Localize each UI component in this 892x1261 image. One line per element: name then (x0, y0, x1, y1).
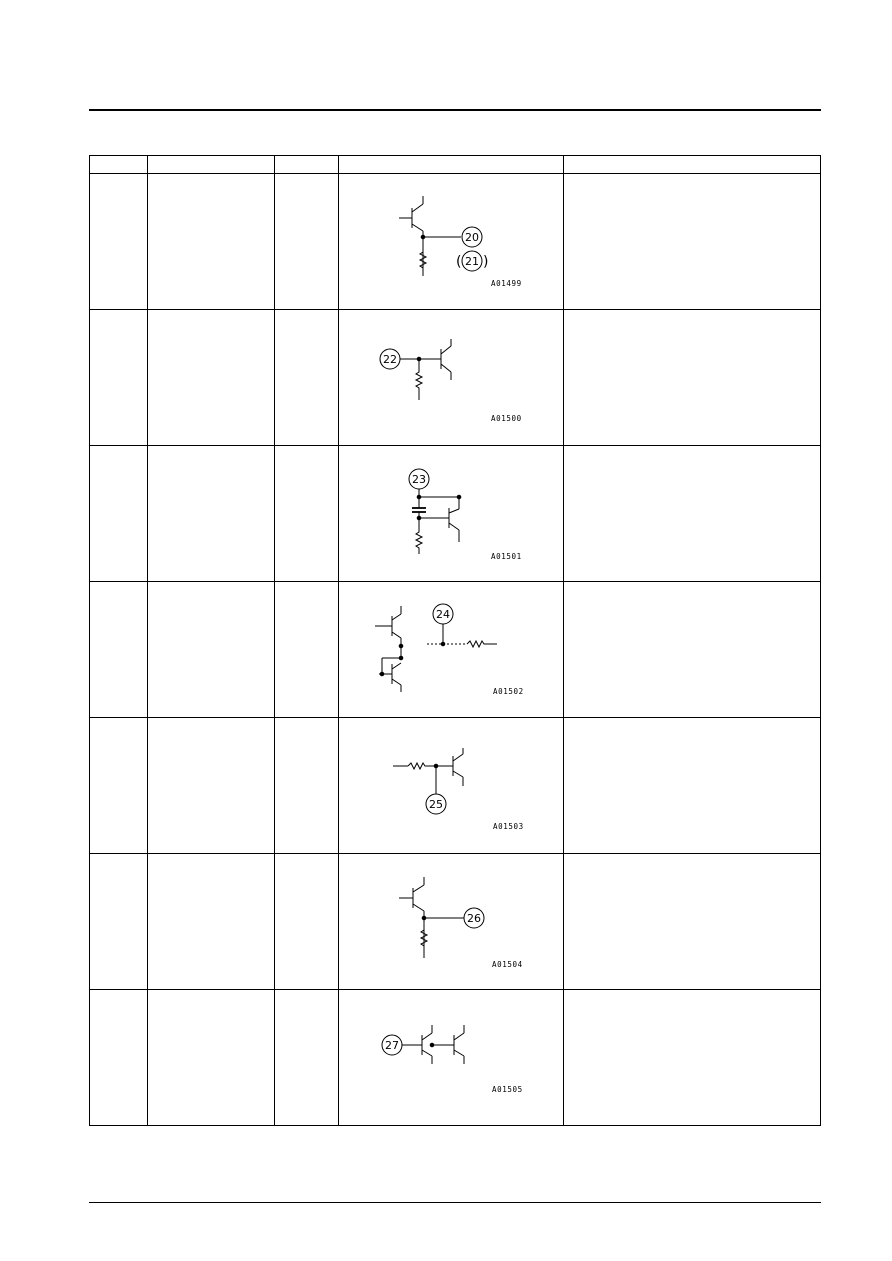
pin-number: 23 (412, 473, 426, 486)
paren-open: ( (456, 254, 462, 270)
table-row (90, 446, 821, 582)
table-header-row (90, 156, 821, 174)
pin-cell (90, 854, 148, 990)
dc-cell (275, 718, 339, 854)
pin-number: 21 (465, 255, 479, 268)
description-cell (564, 174, 821, 310)
header-cell-dc (275, 156, 339, 174)
dc-cell (275, 854, 339, 990)
pin-cell (90, 582, 148, 718)
pin-number: 25 (429, 798, 443, 811)
figure-code: A01505 (492, 1085, 523, 1094)
pin-number: 22 (383, 353, 397, 366)
equivalent-circuit-cell (339, 990, 564, 1126)
pin-number: 27 (385, 1039, 399, 1052)
dc-cell (275, 310, 339, 446)
pin-number: 26 (467, 912, 481, 925)
figure-code: A01503 (493, 822, 524, 831)
figure-code: A01500 (491, 414, 522, 423)
footer-rule (89, 1202, 821, 1203)
description-cell (564, 718, 821, 854)
figure-code: A01502 (493, 687, 524, 696)
table-row (90, 718, 821, 854)
figure-code: A01499 (491, 279, 522, 288)
dc-cell (275, 174, 339, 310)
circuit-diagram (339, 174, 564, 309)
table-row (90, 990, 821, 1126)
equivalent-circuit-cell (339, 446, 564, 582)
pin-function-table (89, 155, 821, 1126)
circuit-diagram (339, 446, 564, 581)
dc-cell (275, 582, 339, 718)
pin-cell (90, 990, 148, 1126)
table-row (90, 582, 821, 718)
name-cell (148, 582, 275, 718)
header-rule (89, 109, 821, 111)
equivalent-circuit-cell (339, 582, 564, 718)
description-cell (564, 582, 821, 718)
table-row (90, 310, 821, 446)
paren-close: ) (483, 254, 489, 270)
header-cell-name (148, 156, 275, 174)
name-cell (148, 990, 275, 1126)
dc-cell (275, 990, 339, 1126)
circuit-diagram (339, 990, 564, 1125)
circuit-diagram (339, 854, 564, 989)
name-cell (148, 446, 275, 582)
pin-cell (90, 310, 148, 446)
circuit-diagram (339, 310, 564, 445)
description-cell (564, 990, 821, 1126)
name-cell (148, 854, 275, 990)
table-row (90, 854, 821, 990)
circuit-diagram (339, 582, 564, 717)
equivalent-circuit-cell (339, 854, 564, 990)
circuit-diagram (339, 718, 564, 853)
pin-number: 24 (436, 608, 450, 621)
header-cell-description (564, 156, 821, 174)
description-cell (564, 446, 821, 582)
pin-number: 20 (465, 231, 479, 244)
equivalent-circuit-cell (339, 718, 564, 854)
name-cell (148, 718, 275, 854)
name-cell (148, 310, 275, 446)
pin-cell (90, 718, 148, 854)
equivalent-circuit-cell (339, 310, 564, 446)
table-row (90, 174, 821, 310)
description-cell (564, 310, 821, 446)
dc-cell (275, 446, 339, 582)
equivalent-circuit-cell (339, 174, 564, 310)
name-cell (148, 174, 275, 310)
figure-code: A01504 (492, 960, 523, 969)
pin-cell (90, 446, 148, 582)
figure-code: A01501 (491, 552, 522, 561)
header-cell-equivalent-circuit (339, 156, 564, 174)
header-cell-pin (90, 156, 148, 174)
pin-cell (90, 174, 148, 310)
description-cell (564, 854, 821, 990)
